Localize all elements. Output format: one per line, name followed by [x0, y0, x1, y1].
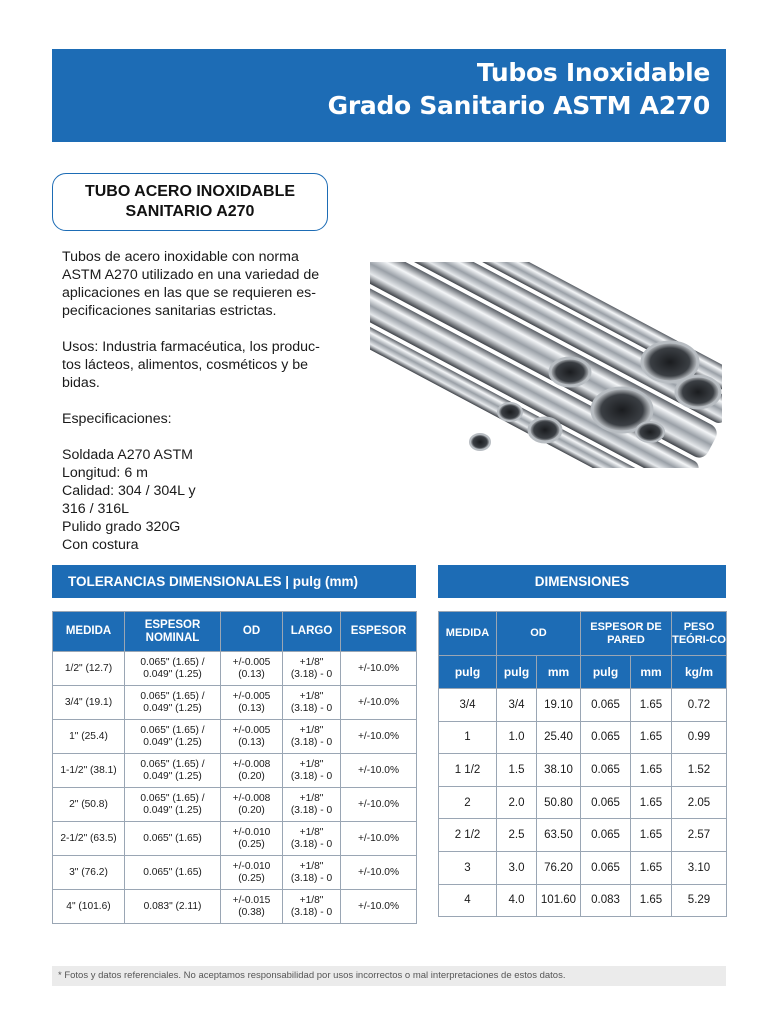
col-header-od: OD [221, 612, 283, 652]
table-cell: 63.50 [537, 819, 581, 852]
table-cell: 4 [439, 884, 497, 917]
table-cell: +1/8" (3.18) - 0 [283, 788, 341, 822]
stainless-tubes-photo [370, 262, 722, 468]
specs-list: Soldada A270 ASTM Longitud: 6 m Calidad: 304 / 304L y 316 / 316L Pulido grado 320G Con costura [62, 447, 196, 553]
page-header [52, 49, 726, 142]
table-cell: 1.65 [631, 884, 672, 917]
table-cell: +/-0.005 (0.13) [221, 686, 283, 720]
table-cell: +/-10.0% [341, 890, 417, 924]
footer-disclaimer: * Fotos y datos referenciales. No aceptamos responsabilidad por usos incorrectos o mal interpretaciones de estos datos. [52, 966, 726, 986]
table-row [53, 720, 417, 754]
table-row [439, 786, 727, 819]
unit-header: pulg [581, 656, 631, 689]
table-row [53, 652, 417, 686]
table-cell: 38.10 [537, 754, 581, 787]
product-title-line1: TUBO ACERO INOXIDABLE [84, 183, 296, 200]
table-cell: 1.5 [497, 754, 537, 787]
table-cell: 2.05 [672, 786, 727, 819]
dim-header-od: OD [497, 612, 581, 656]
table-cell: +1/8" (3.18) - 0 [283, 822, 341, 856]
dim-header-espesor-pared: ESPESOR DE PARED [581, 612, 672, 656]
page-title-line1: Tubos Inoxidable [476, 58, 710, 87]
table-cell: 50.80 [537, 786, 581, 819]
product-description-block [62, 248, 342, 554]
table-cell: 0.065" (1.65) [125, 822, 221, 856]
table-cell: 0.065 [581, 819, 631, 852]
table-cell: +/-0.008 (0.20) [221, 788, 283, 822]
table-cell: 1.0 [497, 721, 537, 754]
table-cell: 1.65 [631, 721, 672, 754]
table-cell: +/-10.0% [341, 788, 417, 822]
table-cell: 0.065" (1.65) / 0.049" (1.25) [125, 754, 221, 788]
product-title-line2: SANITARIO A270 [125, 203, 255, 220]
table-cell: 0.065" (1.65) / 0.049" (1.25) [125, 788, 221, 822]
table-row [439, 754, 727, 787]
table-cell: 1.52 [672, 754, 727, 787]
table-cell: 76.20 [537, 851, 581, 884]
table-row [439, 819, 727, 852]
table-cell: +/-0.005 (0.13) [221, 720, 283, 754]
unit-header: mm [537, 656, 581, 689]
table-row [53, 856, 417, 890]
table-cell: 25.40 [537, 721, 581, 754]
table-row [439, 721, 727, 754]
table-cell: 3 [439, 851, 497, 884]
table-cell: 1.65 [631, 689, 672, 722]
table-cell: +/-0.010 (0.25) [221, 822, 283, 856]
table-cell: +/-0.005 (0.13) [221, 652, 283, 686]
table-cell: 0.083" (2.11) [125, 890, 221, 924]
table-cell: 101.60 [537, 884, 581, 917]
table-row [53, 890, 417, 924]
page-title-line2: Grado Sanitario ASTM A270 [327, 91, 710, 120]
table-cell: 5.29 [672, 884, 727, 917]
table-row [439, 689, 727, 722]
table-cell: 2 [439, 786, 497, 819]
table-cell: +1/8" (3.18) - 0 [283, 890, 341, 924]
tolerances-table [52, 611, 417, 924]
table-cell: 0.065" (1.65) / 0.049" (1.25) [125, 686, 221, 720]
dim-header-peso: PESO TEÓRI-CO [672, 612, 727, 656]
table-cell: +/-10.0% [341, 754, 417, 788]
table-cell: 0.065 [581, 786, 631, 819]
table-cell: +/-0.010 (0.25) [221, 856, 283, 890]
dimensions-table [438, 611, 727, 917]
product-uses: Usos: Industria farmacéutica, los produc- tos lácteos, alimentos, cosméticos y be bidas. [62, 339, 320, 391]
table-row [439, 851, 727, 884]
table-cell: 0.065 [581, 721, 631, 754]
table-cell: +/-0.015 (0.38) [221, 890, 283, 924]
table-cell: 0.083 [581, 884, 631, 917]
table-row [53, 754, 417, 788]
table-cell: +1/8" (3.18) - 0 [283, 856, 341, 890]
col-header-medida: MEDIDA [53, 612, 125, 652]
table-cell: 4" (101.6) [53, 890, 125, 924]
table-cell: 0.99 [672, 721, 727, 754]
table-cell: 2.57 [672, 819, 727, 852]
table-cell: 4.0 [497, 884, 537, 917]
table-row [53, 822, 417, 856]
specs-heading: Especificaciones: [62, 411, 172, 427]
table-cell: 0.065 [581, 689, 631, 722]
unit-header: kg/m [672, 656, 727, 689]
unit-header: pulg [497, 656, 537, 689]
table-cell: +/-10.0% [341, 686, 417, 720]
table-cell: 0.72 [672, 689, 727, 722]
table-cell: 3.10 [672, 851, 727, 884]
table-cell: +1/8" (3.18) - 0 [283, 720, 341, 754]
table-row [53, 686, 417, 720]
dimensions-title: DIMENSIONES [438, 565, 726, 598]
table-cell: +/-10.0% [341, 822, 417, 856]
col-header-espesor: ESPESOR [341, 612, 417, 652]
table-cell: 3/4 [497, 689, 537, 722]
table-cell: 1/2" (12.7) [53, 652, 125, 686]
table-cell: 1.65 [631, 851, 672, 884]
table-cell: 0.065" (1.65) / 0.049" (1.25) [125, 652, 221, 686]
table-cell: 0.065 [581, 754, 631, 787]
table-cell: 2.0 [497, 786, 537, 819]
table-cell: 1-1/2" (38.1) [53, 754, 125, 788]
table-row [439, 884, 727, 917]
table-cell: 2 1/2 [439, 819, 497, 852]
table-cell: 0.065 [581, 851, 631, 884]
table-cell: 2.5 [497, 819, 537, 852]
table-cell: 1" (25.4) [53, 720, 125, 754]
table-cell: +/-10.0% [341, 720, 417, 754]
table-cell: +/-10.0% [341, 652, 417, 686]
tolerances-title: TOLERANCIAS DIMENSIONALES | pulg (mm) [52, 565, 416, 598]
table-cell: 0.065" (1.65) / 0.049" (1.25) [125, 720, 221, 754]
table-cell: 3.0 [497, 851, 537, 884]
table-cell: 3/4 [439, 689, 497, 722]
table-cell: 3" (76.2) [53, 856, 125, 890]
table-cell: 1 1/2 [439, 754, 497, 787]
table-cell: 2-1/2" (63.5) [53, 822, 125, 856]
unit-header: pulg [439, 656, 497, 689]
table-cell: 1 [439, 721, 497, 754]
table-row [53, 788, 417, 822]
table-cell: 3/4" (19.1) [53, 686, 125, 720]
unit-header: mm [631, 656, 672, 689]
table-cell: +1/8" (3.18) - 0 [283, 686, 341, 720]
product-description: Tubos de acero inoxidable con norma ASTM A270 utilizado en una variedad de aplicaciones en las que se requieren es- pecificaciones sanitarias estrictas. [62, 249, 320, 319]
col-header-espesor-nominal: ESPESOR NOMINAL [125, 612, 221, 652]
table-cell: 2" (50.8) [53, 788, 125, 822]
col-header-largo: LARGO [283, 612, 341, 652]
table-cell: 19.10 [537, 689, 581, 722]
product-title-box [52, 173, 328, 231]
dim-header-medida: MEDIDA [439, 612, 497, 656]
table-cell: +/-0.008 (0.20) [221, 754, 283, 788]
table-cell: +/-10.0% [341, 856, 417, 890]
table-cell: 1.65 [631, 819, 672, 852]
table-cell: +1/8" (3.18) - 0 [283, 652, 341, 686]
table-cell: 1.65 [631, 786, 672, 819]
table-cell: 0.065" (1.65) [125, 856, 221, 890]
table-cell: +1/8" (3.18) - 0 [283, 754, 341, 788]
table-cell: 1.65 [631, 754, 672, 787]
